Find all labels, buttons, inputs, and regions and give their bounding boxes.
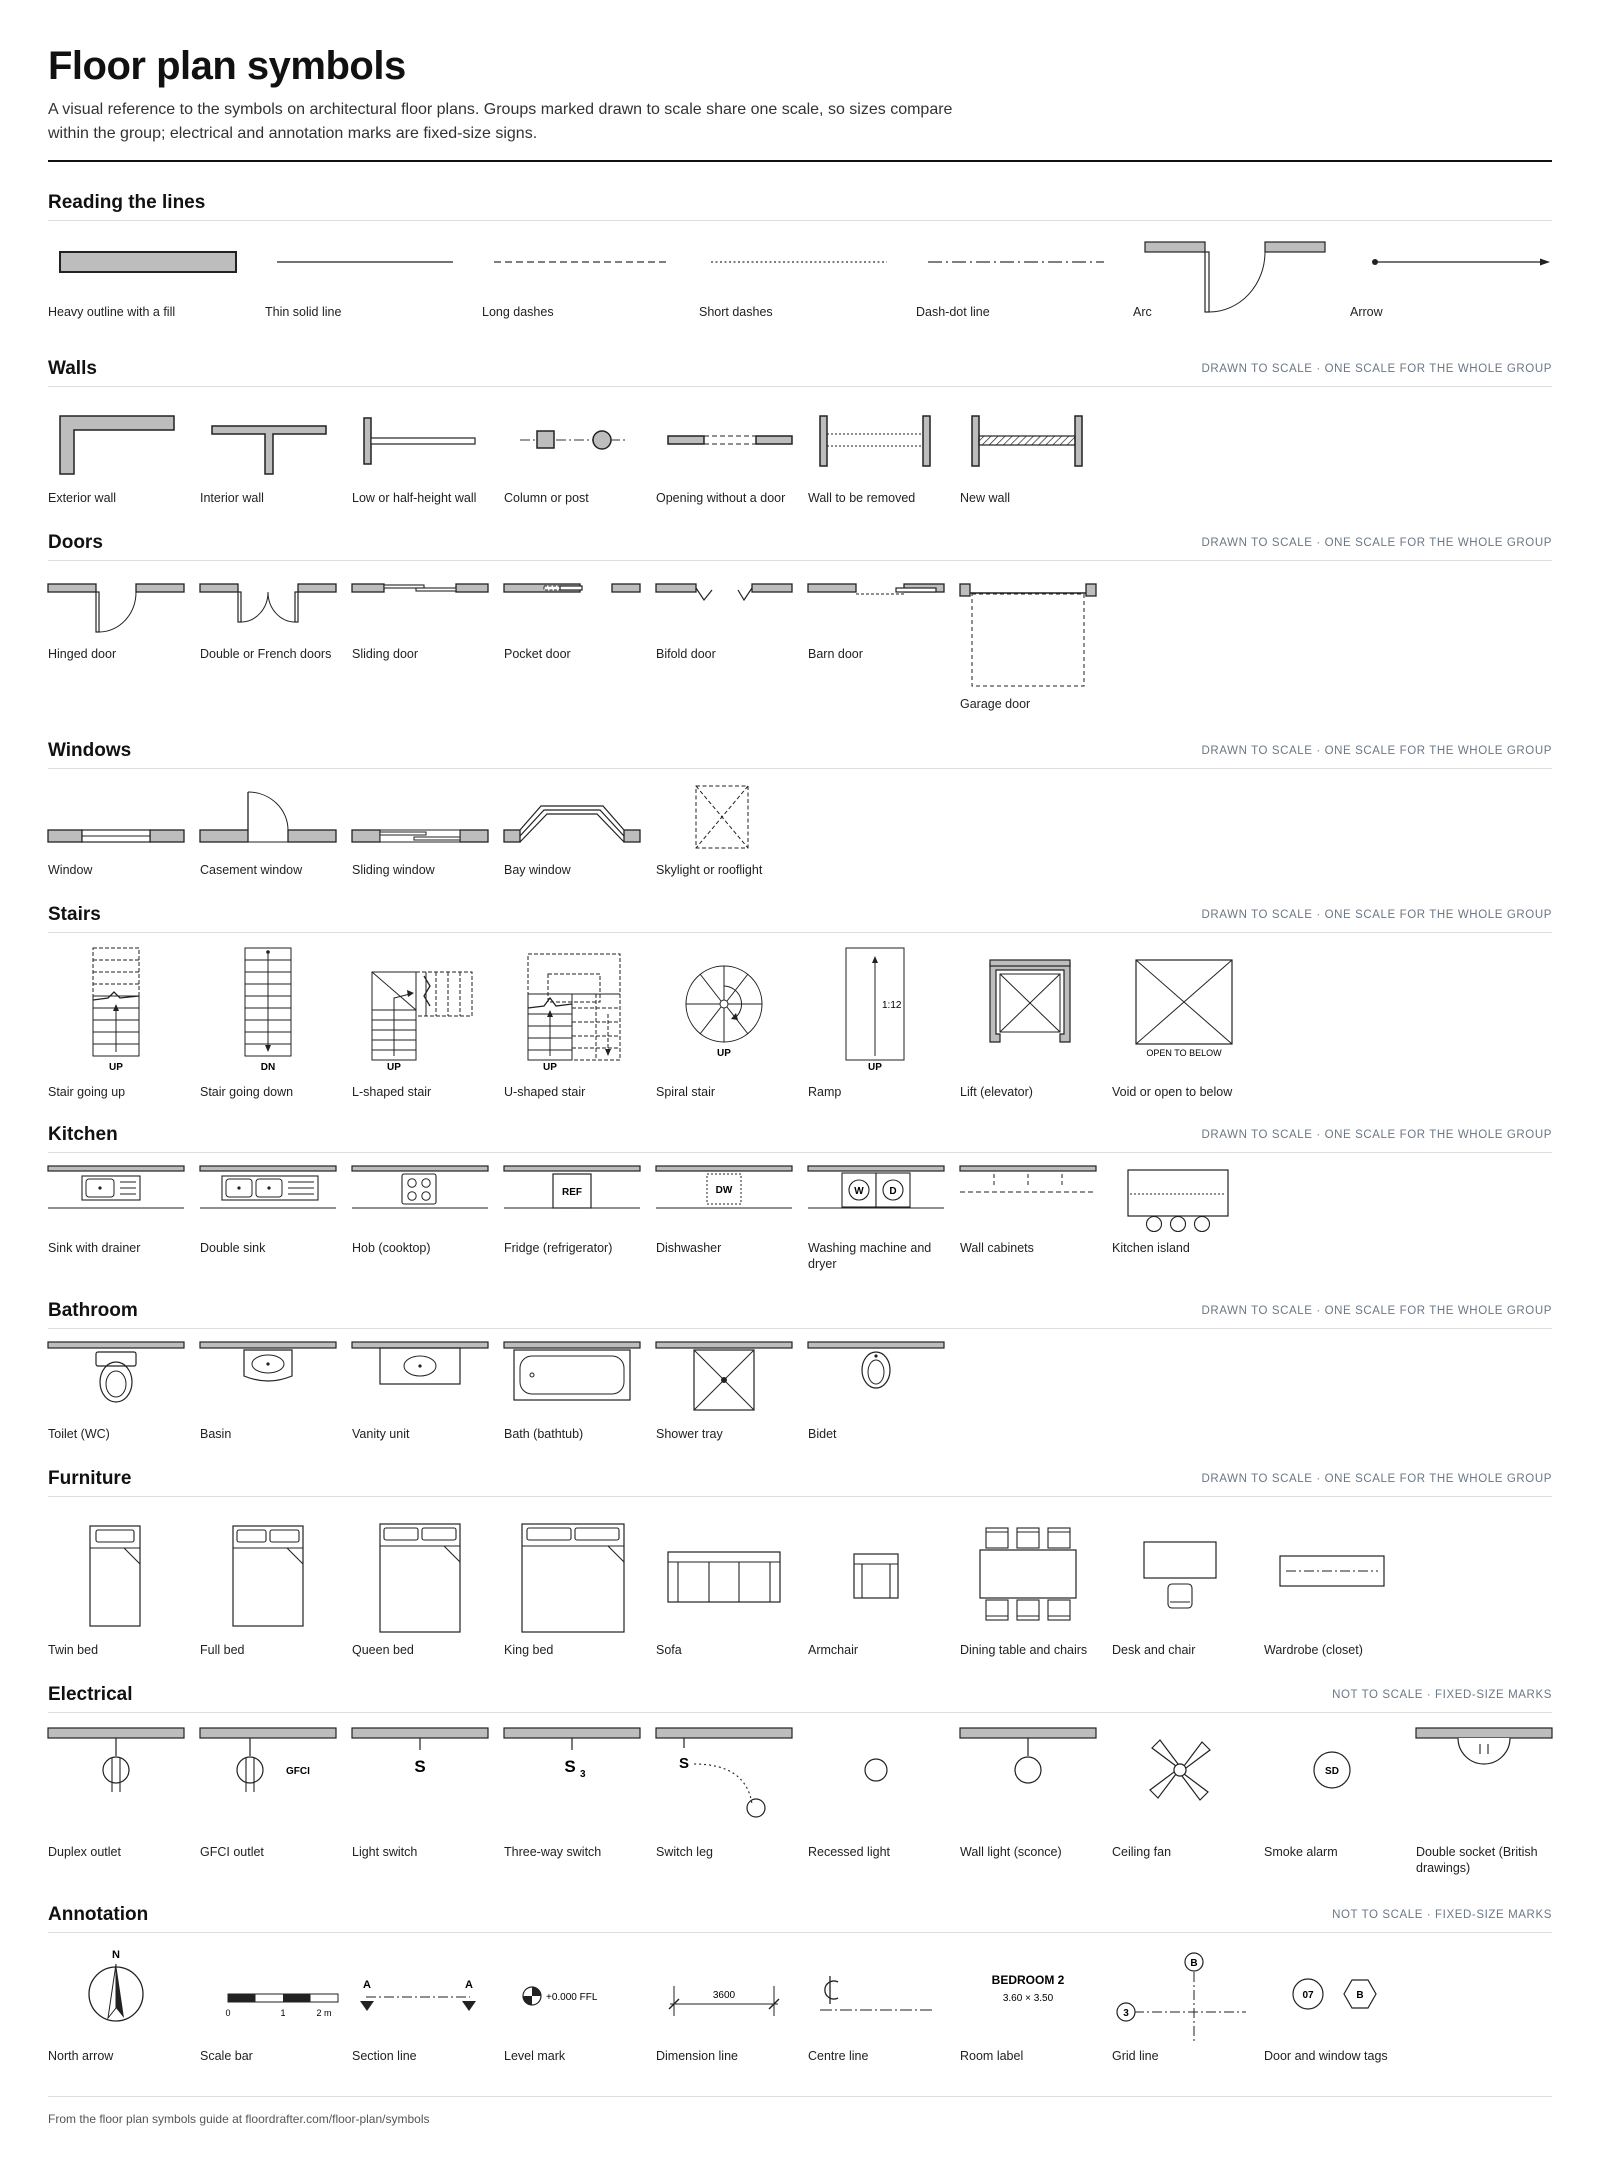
symbol-bay-window [504, 786, 654, 886]
symbol-label: Stair going up [48, 1085, 126, 1099]
scale-note: DRAWN TO SCALE · ONE SCALE FOR THE WHOLE GROUP [1201, 745, 1552, 757]
symbol-wall-light [960, 1728, 1110, 1868]
symbol-label: Wall cabinets [960, 1241, 1034, 1255]
symbol-label: Dishwasher [656, 1241, 722, 1255]
symbol-label: Section line [352, 2049, 417, 2063]
symbol-twin-bed [48, 1510, 198, 1657]
symbol-label: Long dashes [482, 305, 554, 319]
gfci-mark: GFCI [286, 1766, 310, 1777]
symbol-label: Wardrobe (closet) [1264, 1643, 1363, 1657]
symbol-u-stair [504, 948, 654, 1098]
symbol-label: Lift (elevator) [960, 1085, 1033, 1099]
symbol-fridge [504, 1166, 654, 1276]
symbol-basin [200, 1342, 350, 1452]
symbol-label: Scale bar [200, 2049, 253, 2063]
symbol-label: U-shaped stair [504, 1085, 586, 1099]
symbol-light-switch [352, 1728, 502, 1868]
symbol-stair-up [48, 948, 198, 1098]
symbol-section-line [352, 1944, 502, 2084]
section-mark-left: A [363, 1979, 371, 1991]
scale-label-2: 2 m [316, 2008, 332, 2018]
symbol-label: Bifold door [656, 647, 716, 661]
scale-note: DRAWN TO SCALE · ONE SCALE FOR THE WHOLE GROUP [1201, 909, 1552, 921]
symbol-label: Door and window tags [1264, 2049, 1388, 2063]
symbol-king-bed [504, 1510, 654, 1657]
symbol-desk-chair [1112, 1510, 1262, 1657]
symbol-label: Hinged door [48, 647, 117, 661]
symbol-lift [960, 948, 1110, 1098]
smoke-alarm-mark: SD [1325, 1766, 1339, 1777]
symbol-label: GFCI outlet [200, 1845, 264, 1859]
section-title: Annotation [48, 1904, 149, 1925]
scale-note: DRAWN TO SCALE · ONE SCALE FOR THE WHOLE GROUP [1201, 1129, 1552, 1141]
symbol-shower [656, 1342, 806, 1452]
dimension-value: 3600 [712, 1990, 736, 2001]
symbol-short-dashes [699, 232, 899, 332]
grid-mark-b: B [1190, 1958, 1198, 1969]
section-rule [48, 1152, 1552, 1153]
stair-up-mark: UP [868, 1062, 882, 1073]
dryer-mark: D [889, 1186, 897, 1197]
symbol-stair-down [200, 948, 350, 1098]
footer-rule [48, 2096, 1552, 2097]
section-mark-right: A [465, 1979, 473, 1991]
symbol-bidet [808, 1342, 958, 1452]
room-size: 3.60 × 3.50 [1002, 1993, 1054, 2004]
symbol-label: Pocket door [504, 647, 571, 661]
symbol-low-wall [352, 410, 502, 510]
symbol-sink-drainer [48, 1166, 198, 1276]
symbol-level-mark [504, 1944, 654, 2084]
symbol-label: Void or open to below [1112, 1085, 1233, 1099]
symbol-label: King bed [504, 1643, 554, 1657]
window-tag: B [1356, 1990, 1364, 2001]
symbol-dash-dot [916, 232, 1116, 332]
symbol-window [48, 786, 198, 886]
symbol-label: Fridge (refrigerator) [504, 1241, 613, 1255]
scale-label-1: 1 [280, 2008, 286, 2018]
symbol-label: Armchair [808, 1643, 859, 1657]
symbol-label: Double or French doors [200, 647, 332, 661]
symbol-scale-bar [200, 1944, 350, 2084]
symbol-bath [504, 1342, 654, 1452]
symbol-label: Recessed light [808, 1845, 890, 1859]
symbol-label: Switch leg [656, 1845, 713, 1859]
symbol-label: Basin [200, 1427, 232, 1441]
symbol-label: Level mark [504, 2049, 566, 2063]
switch-mark: S [564, 1757, 576, 1776]
symbol-label: Kitchen island [1112, 1241, 1190, 1255]
symbol-label: Bath (bathtub) [504, 1427, 584, 1441]
symbol-double-doors [200, 582, 350, 682]
ramp-gradient: 1:12 [882, 1000, 902, 1011]
symbol-exterior-wall [48, 410, 198, 510]
symbol-label: Heavy outline with a fill [48, 305, 176, 319]
symbol-armchair [808, 1510, 958, 1657]
symbol-wall-removed [808, 410, 958, 510]
room-name: BEDROOM 2 [991, 1973, 1065, 1987]
symbol-label: Interior wall [200, 491, 264, 505]
washer-mark: W [854, 1186, 864, 1197]
symbol-label: Toilet (WC) [48, 1427, 110, 1441]
symbol-label: Smoke alarm [1264, 1845, 1338, 1859]
symbol-label: Short dashes [699, 305, 773, 319]
section-rule [48, 932, 1552, 933]
section-title: Windows [48, 740, 132, 761]
symbol-label: Double sink [200, 1241, 266, 1255]
symbol-casement-window [200, 786, 350, 886]
section-title: Bathroom [48, 1300, 138, 1321]
symbol-hinged-door [48, 582, 198, 682]
scale-label-0: 0 [225, 2008, 231, 2018]
symbol-label: Low or half-height wall [352, 491, 477, 505]
symbol-label: Arrow [1350, 305, 1383, 319]
symbol-label: Shower tray [656, 1427, 723, 1441]
symbol-skylight [656, 786, 806, 886]
scale-note: DRAWN TO SCALE · ONE SCALE FOR THE WHOLE GROUP [1201, 1473, 1552, 1485]
symbol-label: Wall light (sconce) [960, 1845, 1062, 1859]
symbol-three-way-switch [504, 1728, 654, 1868]
section-title: Kitchen [48, 1124, 118, 1145]
grid-mark-3: 3 [1123, 2008, 1129, 2019]
symbol-garage-door [960, 582, 1110, 722]
symbol-interior-wall [200, 410, 350, 510]
symbol-l-stair [352, 948, 502, 1098]
symbol-grid-line [1112, 1944, 1262, 2084]
symbol-wall-cabinets [960, 1166, 1110, 1276]
symbol-hob [352, 1166, 502, 1276]
symbol-label: Garage door [960, 697, 1031, 711]
symbol-switch-leg [656, 1728, 806, 1868]
symbol-label: North arrow [48, 2049, 114, 2063]
symbol-label: Dimension line [656, 2049, 738, 2063]
symbol-label: Wall to be removed [808, 491, 916, 505]
symbol-recessed-light [808, 1728, 958, 1868]
symbol-kitchen-island [1112, 1166, 1262, 1276]
section-rule [48, 1496, 1552, 1497]
symbol-sheet [48, 0, 1552, 2172]
symbol-label: Skylight or rooflight [656, 863, 763, 877]
door-tag: 07 [1302, 1990, 1314, 2001]
section-title: Doors [48, 532, 103, 553]
symbol-barn-door [808, 582, 958, 682]
symbol-north-arrow [48, 1944, 198, 2084]
symbol-label: Three-way switch [504, 1845, 602, 1859]
symbol-arrow [1350, 232, 1552, 332]
symbol-label: Desk and chair [1112, 1643, 1196, 1657]
stair-up-mark: UP [543, 1062, 557, 1073]
symbol-label: Light switch [352, 1845, 418, 1859]
symbol-label: Sofa [656, 1643, 682, 1657]
north-mark: N [112, 1949, 120, 1961]
symbol-sliding-window [352, 786, 502, 886]
scale-note: DRAWN TO SCALE · ONE SCALE FOR THE WHOLE GROUP [1201, 537, 1552, 549]
symbol-label: New wall [960, 491, 1011, 505]
symbol-bifold-door [656, 582, 806, 682]
switch-subscript: 3 [580, 1769, 586, 1780]
symbol-full-bed [200, 1510, 350, 1657]
symbol-ceiling-fan [1112, 1728, 1262, 1868]
switch-mark: S [414, 1757, 426, 1776]
symbol-label: Vanity unit [352, 1427, 410, 1441]
symbol-label: Sliding door [352, 647, 419, 661]
symbol-double-sink [200, 1166, 350, 1276]
symbol-label: Washing machine and dryer [808, 1241, 932, 1271]
stair-down-mark: DN [260, 1062, 276, 1073]
symbol-label: Double socket (British drawings) [1416, 1845, 1538, 1875]
symbol-label: Sink with drainer [48, 1241, 141, 1255]
section-title: Furniture [48, 1468, 132, 1489]
symbol-label: L-shaped stair [352, 1085, 432, 1099]
symbol-sofa [656, 1510, 806, 1657]
section-title: Walls [48, 358, 97, 379]
symbol-label: Opening without a door [656, 491, 786, 505]
symbol-vanity [352, 1342, 502, 1452]
scale-note: DRAWN TO SCALE · ONE SCALE FOR THE WHOLE GROUP [1201, 363, 1552, 375]
symbol-ramp [808, 948, 958, 1098]
symbol-thin-line [265, 232, 465, 332]
page-subtitle: A visual reference to the symbols on architectural floor plans. Groups marked drawn to scale share one scale, so sizes compare within the group; electrical and annotation marks are fixed-size signs. [48, 101, 953, 142]
section-rule [48, 386, 1552, 387]
symbol-arc [1133, 232, 1333, 332]
symbol-duplex-outlet [48, 1728, 198, 1868]
symbol-toilet [48, 1342, 198, 1452]
symbol-label: Sliding window [352, 863, 435, 877]
symbol-sliding-door [352, 582, 502, 682]
section-rule [48, 560, 1552, 561]
symbol-label: Duplex outlet [48, 1845, 121, 1859]
symbol-wardrobe [1264, 1510, 1424, 1657]
symbol-queen-bed [352, 1510, 502, 1657]
symbol-door-window-tags [1264, 1944, 1424, 2084]
symbol-heavy-outline [48, 232, 248, 332]
symbol-label: Stair going down [200, 1085, 294, 1099]
symbol-label: Hob (cooktop) [352, 1241, 431, 1255]
scale-note: NOT TO SCALE · FIXED-SIZE MARKS [1332, 1689, 1552, 1701]
symbol-spiral-stair [656, 948, 806, 1098]
symbol-label: Exterior wall [48, 491, 117, 505]
fridge-mark: REF [562, 1187, 582, 1198]
symbol-label: Arc [1133, 305, 1152, 319]
symbol-label: Ceiling fan [1112, 1845, 1172, 1859]
symbol-long-dashes [482, 232, 682, 332]
symbol-label: Centre line [808, 2049, 869, 2063]
symbol-label: Full bed [200, 1643, 245, 1657]
symbol-centre-line [808, 1944, 958, 2084]
symbol-double-socket [1416, 1728, 1552, 1888]
stair-up-mark: UP [387, 1062, 401, 1073]
section-title: Stairs [48, 904, 101, 925]
symbol-label: Ramp [808, 1085, 842, 1099]
symbol-room-label [960, 1944, 1110, 2084]
header-rule [48, 160, 1552, 162]
switch-mark: S [678, 1755, 690, 1772]
scale-note: DRAWN TO SCALE · ONE SCALE FOR THE WHOLE GROUP [1201, 1305, 1552, 1317]
symbol-gfci-outlet [200, 1728, 350, 1868]
symbol-pocket-door [504, 582, 654, 682]
symbol-label: Bay window [504, 863, 571, 877]
symbol-dimension-line [656, 1944, 806, 2084]
footer-source: From the floor plan symbols guide at floordrafter.com/floor-plan/symbols [48, 2112, 430, 2126]
symbol-label: Window [48, 863, 93, 877]
dishwasher-mark: DW [715, 1185, 733, 1196]
symbol-opening [656, 410, 806, 510]
section-rule [48, 1328, 1552, 1329]
section-title: Reading the lines [48, 192, 206, 213]
symbol-label: Column or post [504, 491, 589, 505]
symbol-washer-dryer [808, 1166, 958, 1276]
section-rule [48, 768, 1552, 769]
scale-note: NOT TO SCALE · FIXED-SIZE MARKS [1332, 1909, 1552, 1921]
symbol-smoke-alarm [1264, 1728, 1414, 1868]
stair-up-mark: UP [717, 1048, 731, 1059]
symbol-column [504, 410, 654, 510]
symbol-label: Spiral stair [656, 1085, 716, 1099]
symbol-dishwasher [656, 1166, 806, 1276]
symbol-new-wall [960, 410, 1110, 510]
symbol-label: Barn door [808, 647, 863, 661]
section-rule [48, 1712, 1552, 1713]
section-title: Electrical [48, 1684, 133, 1705]
symbol-label: Queen bed [352, 1643, 414, 1657]
symbol-label: Twin bed [48, 1643, 99, 1657]
symbol-label: Bidet [808, 1427, 837, 1441]
symbol-dining-table [960, 1510, 1110, 1657]
void-mark: OPEN TO BELOW [1146, 1048, 1222, 1058]
symbol-label: Room label [960, 2049, 1024, 2063]
page-title: Floor plan symbols [48, 44, 406, 88]
level-value: +0.000 FFL [546, 1992, 598, 2003]
symbol-label: Thin solid line [265, 305, 342, 319]
symbol-label: Grid line [1112, 2049, 1159, 2063]
stair-up-mark: UP [109, 1062, 123, 1073]
section-rule [48, 1932, 1552, 1933]
symbol-label: Dining table and chairs [960, 1643, 1088, 1657]
section-rule [48, 220, 1552, 221]
symbol-label: Casement window [200, 863, 303, 877]
symbol-label: Dash-dot line [916, 305, 990, 319]
symbol-void [1112, 948, 1262, 1098]
